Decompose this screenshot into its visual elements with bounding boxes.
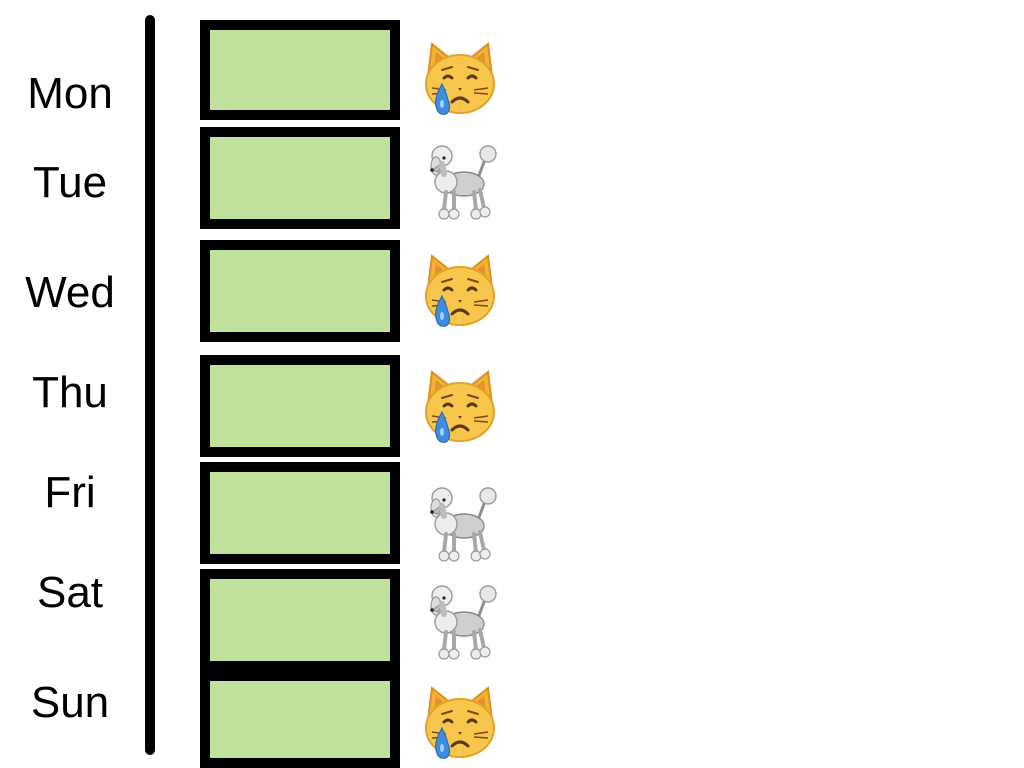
- day-box-mon: [200, 20, 400, 120]
- day-label-tue: Tue: [32, 158, 108, 207]
- poodle-icon: [418, 140, 502, 224]
- crying-cat-icon: [418, 36, 502, 120]
- day-label-sun: Sun: [30, 678, 110, 727]
- day-box-fri: [200, 462, 400, 564]
- day-box-thu: [200, 355, 400, 457]
- day-label-wed: Wed: [25, 268, 115, 317]
- crying-cat-icon: [418, 248, 502, 332]
- crying-cat-icon: [418, 364, 502, 448]
- day-box-wed: [200, 240, 400, 342]
- day-label-mon: Mon: [27, 69, 113, 118]
- day-label-sat: Sat: [36, 568, 104, 617]
- day-box-sat: [200, 569, 400, 671]
- day-box-tue: [200, 127, 400, 229]
- poodle-icon: [418, 482, 502, 566]
- day-label-fri: Fri: [44, 468, 96, 517]
- vertical-divider: [145, 15, 155, 755]
- day-label-thu: Thu: [32, 368, 108, 417]
- poodle-icon: [418, 580, 502, 664]
- crying-cat-icon: [418, 680, 502, 764]
- day-box-sun: [200, 671, 400, 768]
